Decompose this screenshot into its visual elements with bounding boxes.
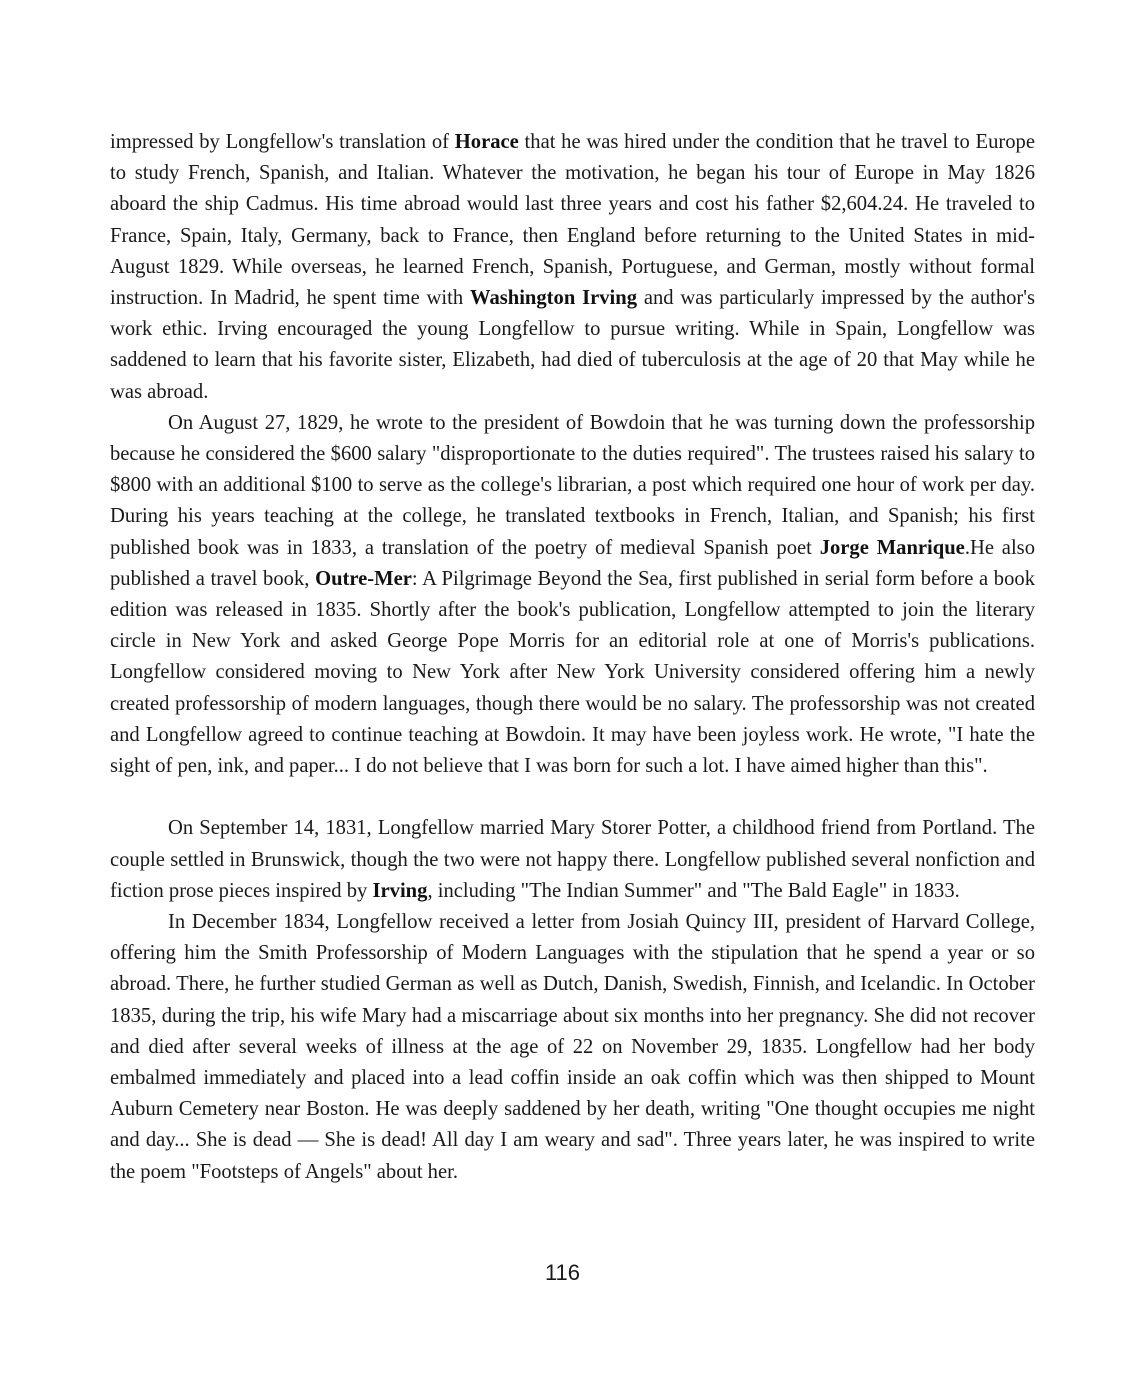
text-run: .He also published a travel book, bbox=[110, 536, 1035, 590]
text-run: On August 27, 1829, he wrote to the president of Bowdoin that he was turning down the professorship because he considered the $600 salary "disproportionate to the duties required". The trustees raised his salary to $800 with an additional $100 to serve as the college's librarian, a post which required one hour of work per day. During his years teaching at the college, he translated textbooks in French, Italian, and Spanish; his first published book was in 1833, a translation of the poetry of medieval Spanish poet bbox=[110, 411, 1035, 559]
bold-term-washington-irving: Washington Irving bbox=[469, 287, 638, 310]
text-run: , including "The Indian Summer" and "The Bald Eagle" in 1833. bbox=[427, 879, 960, 902]
text-run: impressed by Longfellow's translation of bbox=[110, 131, 455, 153]
text-run: : A Pilgrimage Beyond the Sea, first published in serial form before a book edition was released in 1835. Shortly after the book's publication, Longfellow attempted to join the literary circle in New York and asked George Pope Morris for an editorial role at one of Morris's publications. Longfellow considered moving to New York after New York University considered offering him a newly created professorship of modern languages, though there would be no salary. The professorship was not created and Longfellow agreed to continue teaching at Bowdoin. It may have been joyless work. He wrote, "I hate the sight of pen, ink, and paper... I do not believe that I was born for such a lot. I have aimed higher than this". bbox=[110, 567, 1035, 778]
paragraph-3 bbox=[110, 813, 1035, 907]
paragraph-1 bbox=[110, 127, 1035, 408]
bold-term-irving: Irving bbox=[372, 879, 428, 902]
text-run: On September 14, 1831, Longfellow married Mary Storer Potter, a childhood friend from Portland. The couple settled in Brunswick, though the two were not happy there. Longfellow published several nonfiction and fiction prose pieces inspired by bbox=[110, 817, 1035, 902]
page-number: 116 bbox=[544, 1260, 581, 1285]
bold-term-jorge-manrique: Jorge Manrique bbox=[819, 536, 965, 559]
text-run: In December 1834, Longfellow received a letter from Josiah Quincy III, president of Harvard College, offering him the Smith Professorship of Modern Languages with the stipulation that he spend a year or so abroad. There, he further studied German as well as Dutch, Danish, Swedish, Finnish, and Icelandic. In October 1835, during the trip, his wife Mary had a miscarriage about six months into her pregnancy. She did not recover and died after several weeks of illness at the age of 22 on November 29, 1835. Longfellow had her body embalmed immediately and placed into a lead coffin inside an oak coffin which was then shipped to Mount Auburn Cemetery near Boston. He was deeply saddened by her death, writing "One thought occupies me night and day... She is dead — She is dead! All day I am weary and sad". Three years later, he was inspired to write the poem "Footsteps of Angels" about her. bbox=[110, 911, 1035, 1183]
page-body bbox=[110, 127, 1035, 1188]
text-run: and was particularly impressed by the author's work ethic. Irving encouraged the young Longfellow to pursue writing. While in Spain, Longfellow was saddened to learn that his favorite sister, Elizabeth, had died of tuberculosis at the age of 20 that May while he was abroad. bbox=[110, 287, 1035, 403]
paragraph-2 bbox=[110, 408, 1035, 782]
paragraph-gap bbox=[110, 782, 1035, 813]
paragraph-4 bbox=[110, 907, 1035, 1188]
bold-term-outre-mer: Outre-Mer bbox=[315, 567, 412, 590]
bold-term-horace: Horace bbox=[454, 131, 519, 153]
text-run: that he was hired under the condition that he travel to Europe to study French, Spanish, and Italian. Whatever the motivation, he began his tour of Europe in May 1826 aboard the ship Cadmus. His time abroad would last three years and cost his father $2,604.24. He traveled to France, Spain, Italy, Germany, back to France, then England before returning to the United States in mid-August 1829. While overseas, he learned French, Spanish, Portuguese, and German, mostly without formal instruction. In Madrid, he spent time with bbox=[110, 131, 1035, 310]
